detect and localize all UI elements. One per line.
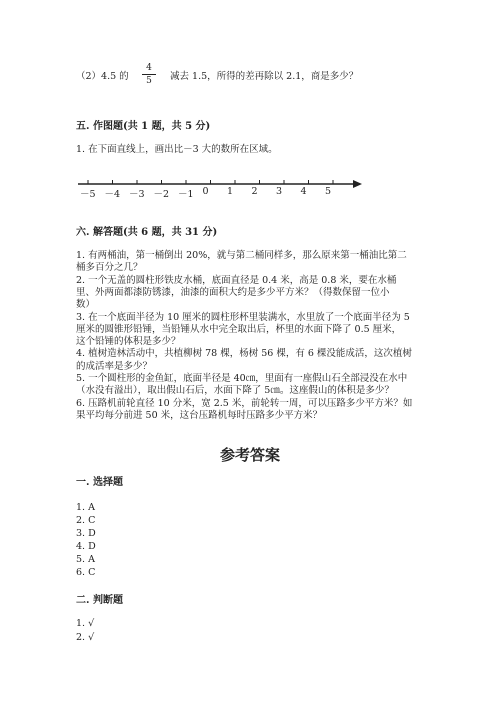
section6-line: 桶多百分之几？ xyxy=(76,262,143,274)
q2-fraction xyxy=(142,63,156,86)
answer-item: 6. C xyxy=(76,567,96,578)
number-line-label: 0 xyxy=(202,186,209,197)
answer-item: 2. C xyxy=(76,515,96,526)
number-line-label: 2 xyxy=(251,186,258,197)
answer-item: 2. √ xyxy=(76,632,95,643)
section5-heading: 五. 作图题(共 1 题，共 5 分) xyxy=(76,121,211,132)
section6-line: 4. 植树造林活动中，共植柳树 78 棵，杨树 56 棵，有 6 棵没能成活，这次植树 xyxy=(76,348,412,360)
q2-fraction-numerator: 4 xyxy=(146,63,152,73)
answer-item: 5. A xyxy=(76,554,95,565)
section6-line: （水没有溢出），取出假山石后，水面下降了 5㎝。这座假山的体积是多少？ xyxy=(76,385,394,397)
number-line-label: －1 xyxy=(178,189,194,200)
answers-section2-heading: 二. 判断题 xyxy=(76,595,123,606)
section5-item: 1. 在下面直线上，画出比－3 大的数所在区域。 xyxy=(76,144,278,155)
number-line-label: 3 xyxy=(276,186,283,197)
q2-suffix: 减去 1.5，所得的差再除以 2.1，商是多少？ xyxy=(170,71,359,82)
section6-line: 数） xyxy=(76,299,96,311)
answer-item: 1. √ xyxy=(76,618,95,629)
number-line-label: －3 xyxy=(129,189,145,200)
number-line-label: －5 xyxy=(80,189,96,200)
q2-fraction-denominator: 5 xyxy=(146,76,152,86)
answer-item: 1. A xyxy=(76,502,95,513)
section6-line: 厘米的圆锥形铅锤，当铅锤从水中完全取出后，杯里的水面下降了 0.5 厘米， xyxy=(76,323,402,335)
q2-fraction-bar xyxy=(142,74,156,75)
section6-line: 2. 一个无盖的圆柱形铁皮水桶，底面直径是 0.4 米，高是 0.8 米，要在水桶 xyxy=(76,274,397,286)
section6-line: 5. 一个圆柱形的金鱼缸，底面半径是 40㎝，里面有一座假山石全部浸没在水中 xyxy=(76,373,408,384)
section6-line: 里、外两面都漆防锈漆，油漆的面积大约是多少平方米？（得数保留一位小 xyxy=(76,286,390,298)
section6-line: 这个铅锤的体积是多少？ xyxy=(76,336,181,348)
number-line-label: 1 xyxy=(227,186,234,197)
number-line-label: －4 xyxy=(104,189,121,200)
number-line-label: －2 xyxy=(153,189,170,200)
answers-section1-heading: 一. 选择题 xyxy=(76,477,123,488)
q2-prefix: （2）4.5 的 xyxy=(76,71,129,82)
answers-title: 参考答案 xyxy=(219,446,280,464)
answer-item: 4. D xyxy=(76,541,96,552)
section6-line: 1. 有两桶油，第一桶倒出 20%，就与第二桶同样多，那么原来第一桶油比第二 xyxy=(76,250,407,261)
section6-line: 果平均每分前进 50 米，这台压路机每时压路多少平方米？ xyxy=(76,409,323,421)
answer-item: 3. D xyxy=(76,528,96,539)
section6-line: 6. 压路机前轮直径 10 分米，宽 2.5 米，前轮转一周，可以压路多少平方米？如 xyxy=(76,397,413,409)
number-line-label: 5 xyxy=(325,186,332,197)
number-line-arrow-icon xyxy=(353,180,362,188)
section6-heading: 六. 解答题(共 6 题，共 31 分) xyxy=(76,227,218,238)
section6-line: 的成活率是多少？ xyxy=(76,360,153,372)
number-line-label: 4 xyxy=(300,186,307,197)
section6-line: 3. 在一个底面半径为 10 厘米的圆柱形杯里装满水，水里放了一个底面半径为 5 xyxy=(76,311,410,323)
